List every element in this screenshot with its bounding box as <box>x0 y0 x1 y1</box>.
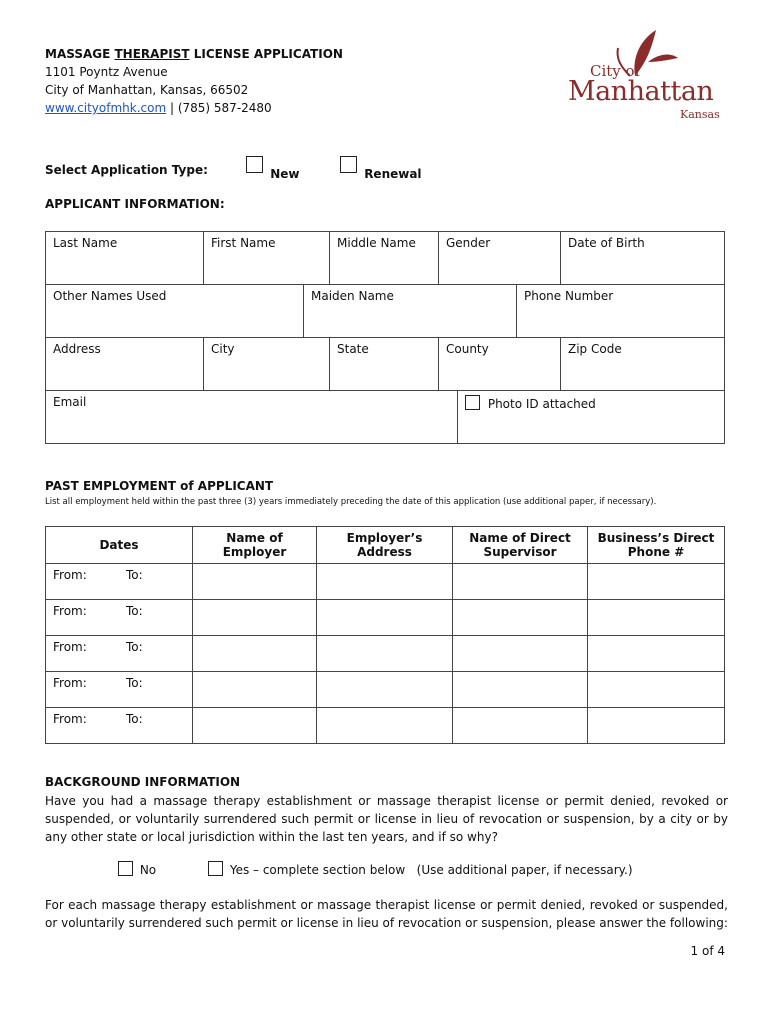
middle-name-field[interactable]: Middle Name <box>330 232 439 285</box>
address-line2: City of Manhattan, Kansas, 66502 <box>45 83 249 97</box>
yes-checkbox[interactable] <box>208 861 223 876</box>
city-field[interactable]: City <box>204 338 330 391</box>
phone-number-field[interactable]: Phone Number <box>517 285 725 338</box>
applicant-row-2 <box>45 284 725 338</box>
logo-kansas: Kansas <box>680 108 720 121</box>
background-question: Have you had a massage therapy establishment or massage therapist license or permit denied, revoked or suspended, or voluntarily surrendered such permit or license in lieu of revocation or suspension, by a city or by any other state or local jurisdiction within the last ten years, and if so why? <box>45 794 728 844</box>
photo-id-label: Photo ID attached <box>487 397 596 411</box>
dates-cell[interactable] <box>46 600 193 636</box>
supervisor-cell[interactable] <box>453 672 588 708</box>
photo-id-cell[interactable] <box>458 391 725 444</box>
email-field[interactable]: Email <box>46 391 458 444</box>
employer-cell[interactable] <box>193 708 317 744</box>
to-label: To: <box>126 712 143 726</box>
logo-city-of: City of <box>590 62 641 80</box>
new-label: New <box>270 167 300 181</box>
to-label: To: <box>126 676 143 690</box>
applicant-row-4 <box>45 390 725 444</box>
employment-row <box>46 600 725 636</box>
employment-row <box>46 636 725 672</box>
address-cell[interactable] <box>317 672 453 708</box>
zip-field[interactable]: Zip Code <box>561 338 725 391</box>
new-checkbox[interactable] <box>246 156 263 173</box>
address-cell[interactable] <box>317 564 453 600</box>
address-cell[interactable] <box>317 600 453 636</box>
phone-text: | (785) 587-2480 <box>166 101 272 115</box>
phone-cell[interactable] <box>588 636 725 672</box>
to-label: To: <box>126 640 143 654</box>
col-phone: Business’s Direct Phone # <box>588 527 725 564</box>
address-cell[interactable] <box>317 636 453 672</box>
county-field[interactable]: County <box>439 338 561 391</box>
dates-cell[interactable] <box>46 672 193 708</box>
renewal-label: Renewal <box>364 167 422 181</box>
gender-field[interactable]: Gender <box>439 232 561 285</box>
employment-row <box>46 564 725 600</box>
background-heading: BACKGROUND INFORMATION <box>45 775 241 789</box>
applicant-row-3 <box>45 337 725 391</box>
option-new[interactable] <box>246 156 300 181</box>
no-checkbox[interactable] <box>118 861 133 876</box>
supervisor-cell[interactable] <box>453 636 588 672</box>
city-logo <box>560 18 730 128</box>
col-dates: Dates <box>46 527 193 564</box>
employment-header-row <box>46 527 725 564</box>
option-yes[interactable] <box>208 861 633 877</box>
employment-heading: PAST EMPLOYMENT of APPLICANT <box>45 479 274 493</box>
website-link[interactable]: www.cityofmhk.com <box>45 101 167 115</box>
photo-id-checkbox[interactable] <box>465 395 480 410</box>
renewal-checkbox[interactable] <box>340 156 357 173</box>
dates-cell[interactable] <box>46 708 193 744</box>
from-label: From: <box>53 676 87 690</box>
state-field[interactable]: State <box>330 338 439 391</box>
employer-cell[interactable] <box>193 564 317 600</box>
applicant-heading: APPLICANT INFORMATION: <box>45 197 225 211</box>
col-supervisor: Name of Direct Supervisor <box>453 527 588 564</box>
address-cell[interactable] <box>317 708 453 744</box>
to-label: To: <box>126 604 143 618</box>
no-label: No <box>139 863 157 877</box>
employment-table <box>45 526 725 744</box>
to-label: To: <box>126 568 143 582</box>
page-number: 1 of 4 <box>690 944 725 958</box>
option-renewal[interactable] <box>340 156 422 181</box>
option-no[interactable] <box>118 861 156 877</box>
yes-label: Yes – complete section below (Use additional paper, if necessary.) <box>229 863 633 877</box>
first-name-field[interactable]: First Name <box>204 232 330 285</box>
applicant-row-1 <box>45 231 725 285</box>
from-label: From: <box>53 604 87 618</box>
logo-manhattan: Manhattan <box>568 76 714 107</box>
col-address: Employer’s Address <box>317 527 453 564</box>
form-title: MASSAGE THERAPIST LICENSE APPLICATION <box>45 47 343 61</box>
phone-cell[interactable] <box>588 708 725 744</box>
employment-row <box>46 708 725 744</box>
contact-line <box>45 101 272 115</box>
employer-cell[interactable] <box>193 672 317 708</box>
background-followup: For each massage therapy establishment or massage therapist license or permit denied, revoked or suspended, or voluntarily surrendered such permit or license in lieu of revocation or suspension, please answer the following: <box>45 898 728 930</box>
other-names-field[interactable]: Other Names Used <box>46 285 304 338</box>
supervisor-cell[interactable] <box>453 564 588 600</box>
from-label: From: <box>53 712 87 726</box>
supervisor-cell[interactable] <box>453 600 588 636</box>
employment-row <box>46 672 725 708</box>
phone-cell[interactable] <box>588 564 725 600</box>
last-name-field[interactable]: Last Name <box>46 232 204 285</box>
phone-cell[interactable] <box>588 672 725 708</box>
employment-instructions: List all employment held within the past three (3) years immediately preceding the date of this application (use additional paper, if necessary). <box>45 497 657 507</box>
supervisor-cell[interactable] <box>453 708 588 744</box>
from-label: From: <box>53 568 87 582</box>
col-employer: Name of Employer <box>193 527 317 564</box>
employer-cell[interactable] <box>193 636 317 672</box>
maiden-name-field[interactable]: Maiden Name <box>304 285 517 338</box>
address-field[interactable]: Address <box>46 338 204 391</box>
from-label: From: <box>53 640 87 654</box>
application-type-label: Select Application Type: <box>45 163 208 177</box>
employer-cell[interactable] <box>193 600 317 636</box>
dob-field[interactable]: Date of Birth <box>561 232 725 285</box>
phone-cell[interactable] <box>588 600 725 636</box>
address-line1: 1101 Poyntz Avenue <box>45 65 168 79</box>
dates-cell[interactable] <box>46 564 193 600</box>
dates-cell[interactable] <box>46 636 193 672</box>
